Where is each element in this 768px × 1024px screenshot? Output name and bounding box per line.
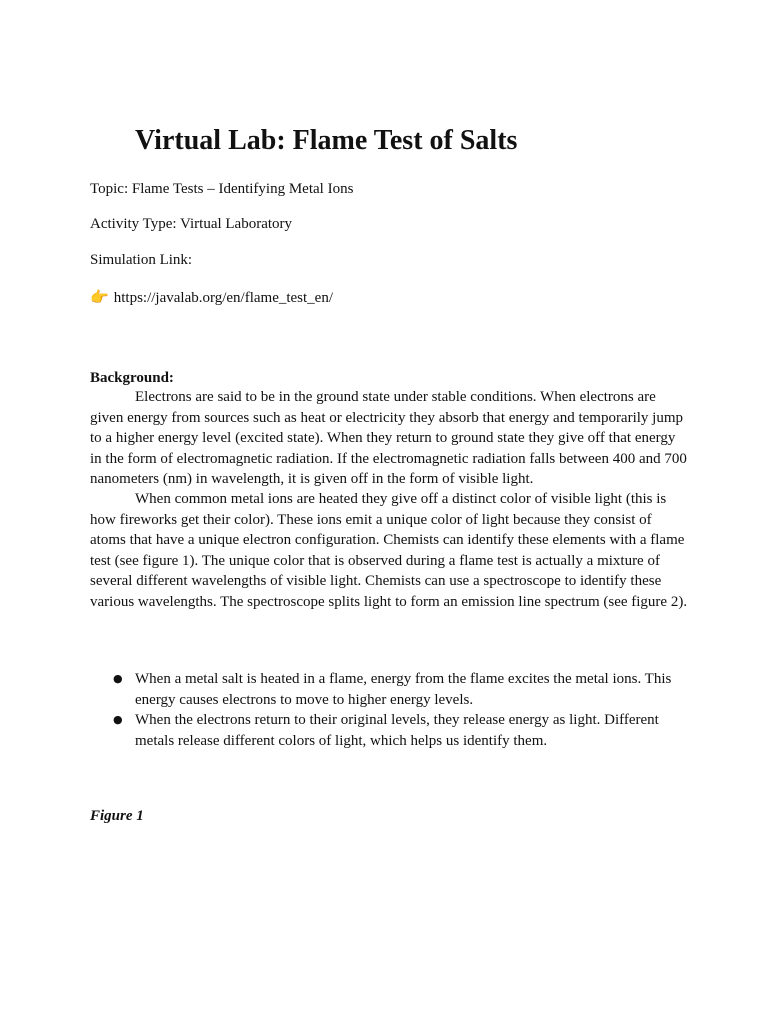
bullet-icon: ● [113,713,123,727]
bullet-icon: ● [113,672,123,685]
simulation-link-label: Simulation Link: [90,252,193,268]
background-heading: Background: [90,370,174,386]
document-title: Virtual Lab: Flame Test of Salts [135,125,518,156]
list-item-text: When the electrons return to their original levels, they release energy as light. Different metals release different colors of light, which helps us identify them. [135,712,659,749]
topic-line: Topic: Flame Tests – Identifying Metal Ions [90,181,354,197]
background-paragraph-2: When common metal ions are heated they give off a distinct color of visible light (this is how fireworks get their color). These ions emit a unique color of light because they consist of atoms that have a unique electron configuration. Chemists can identify these elements with a flame test (see figure 1). The unique color that is observed during a flame test is actually a mixture of several different wavelengths of visible light. Chemists can use a spectroscope to identify these various wavelengths. The spectroscope splits light to form an emission line spectrum (see figure 2). [90,491,688,610]
background-paragraph-1: Electrons are said to be in the ground state under stable conditions. When electrons are given energy from sources such as heat or electricity they absorb that energy and temporarily jump to a higher energy level (excited state). When they return to ground state they give off that energy in the form of electromagnetic radiation. If the electromagnetic radiation falls between 400 and 700 nanometers (nm) in wavelength, it is given off in the form of visible light. [90,389,687,488]
simulation-link-line [90,287,333,308]
list-item-text: When a metal salt is heated in a flame, energy from the flame excites the metal ions. This energy causes electrons to move to higher energy levels. [135,671,672,708]
pointing-hand-icon: 👉 [90,288,109,306]
activity-type-line: Activity Type: Virtual Laboratory [90,216,293,232]
list-item [90,710,690,751]
figure-label: Figure 1 [90,808,144,824]
key-points-list [90,669,690,751]
list-item [90,669,690,710]
simulation-link[interactable]: https://javalab.org/en/flame_test_en/ [113,290,334,306]
